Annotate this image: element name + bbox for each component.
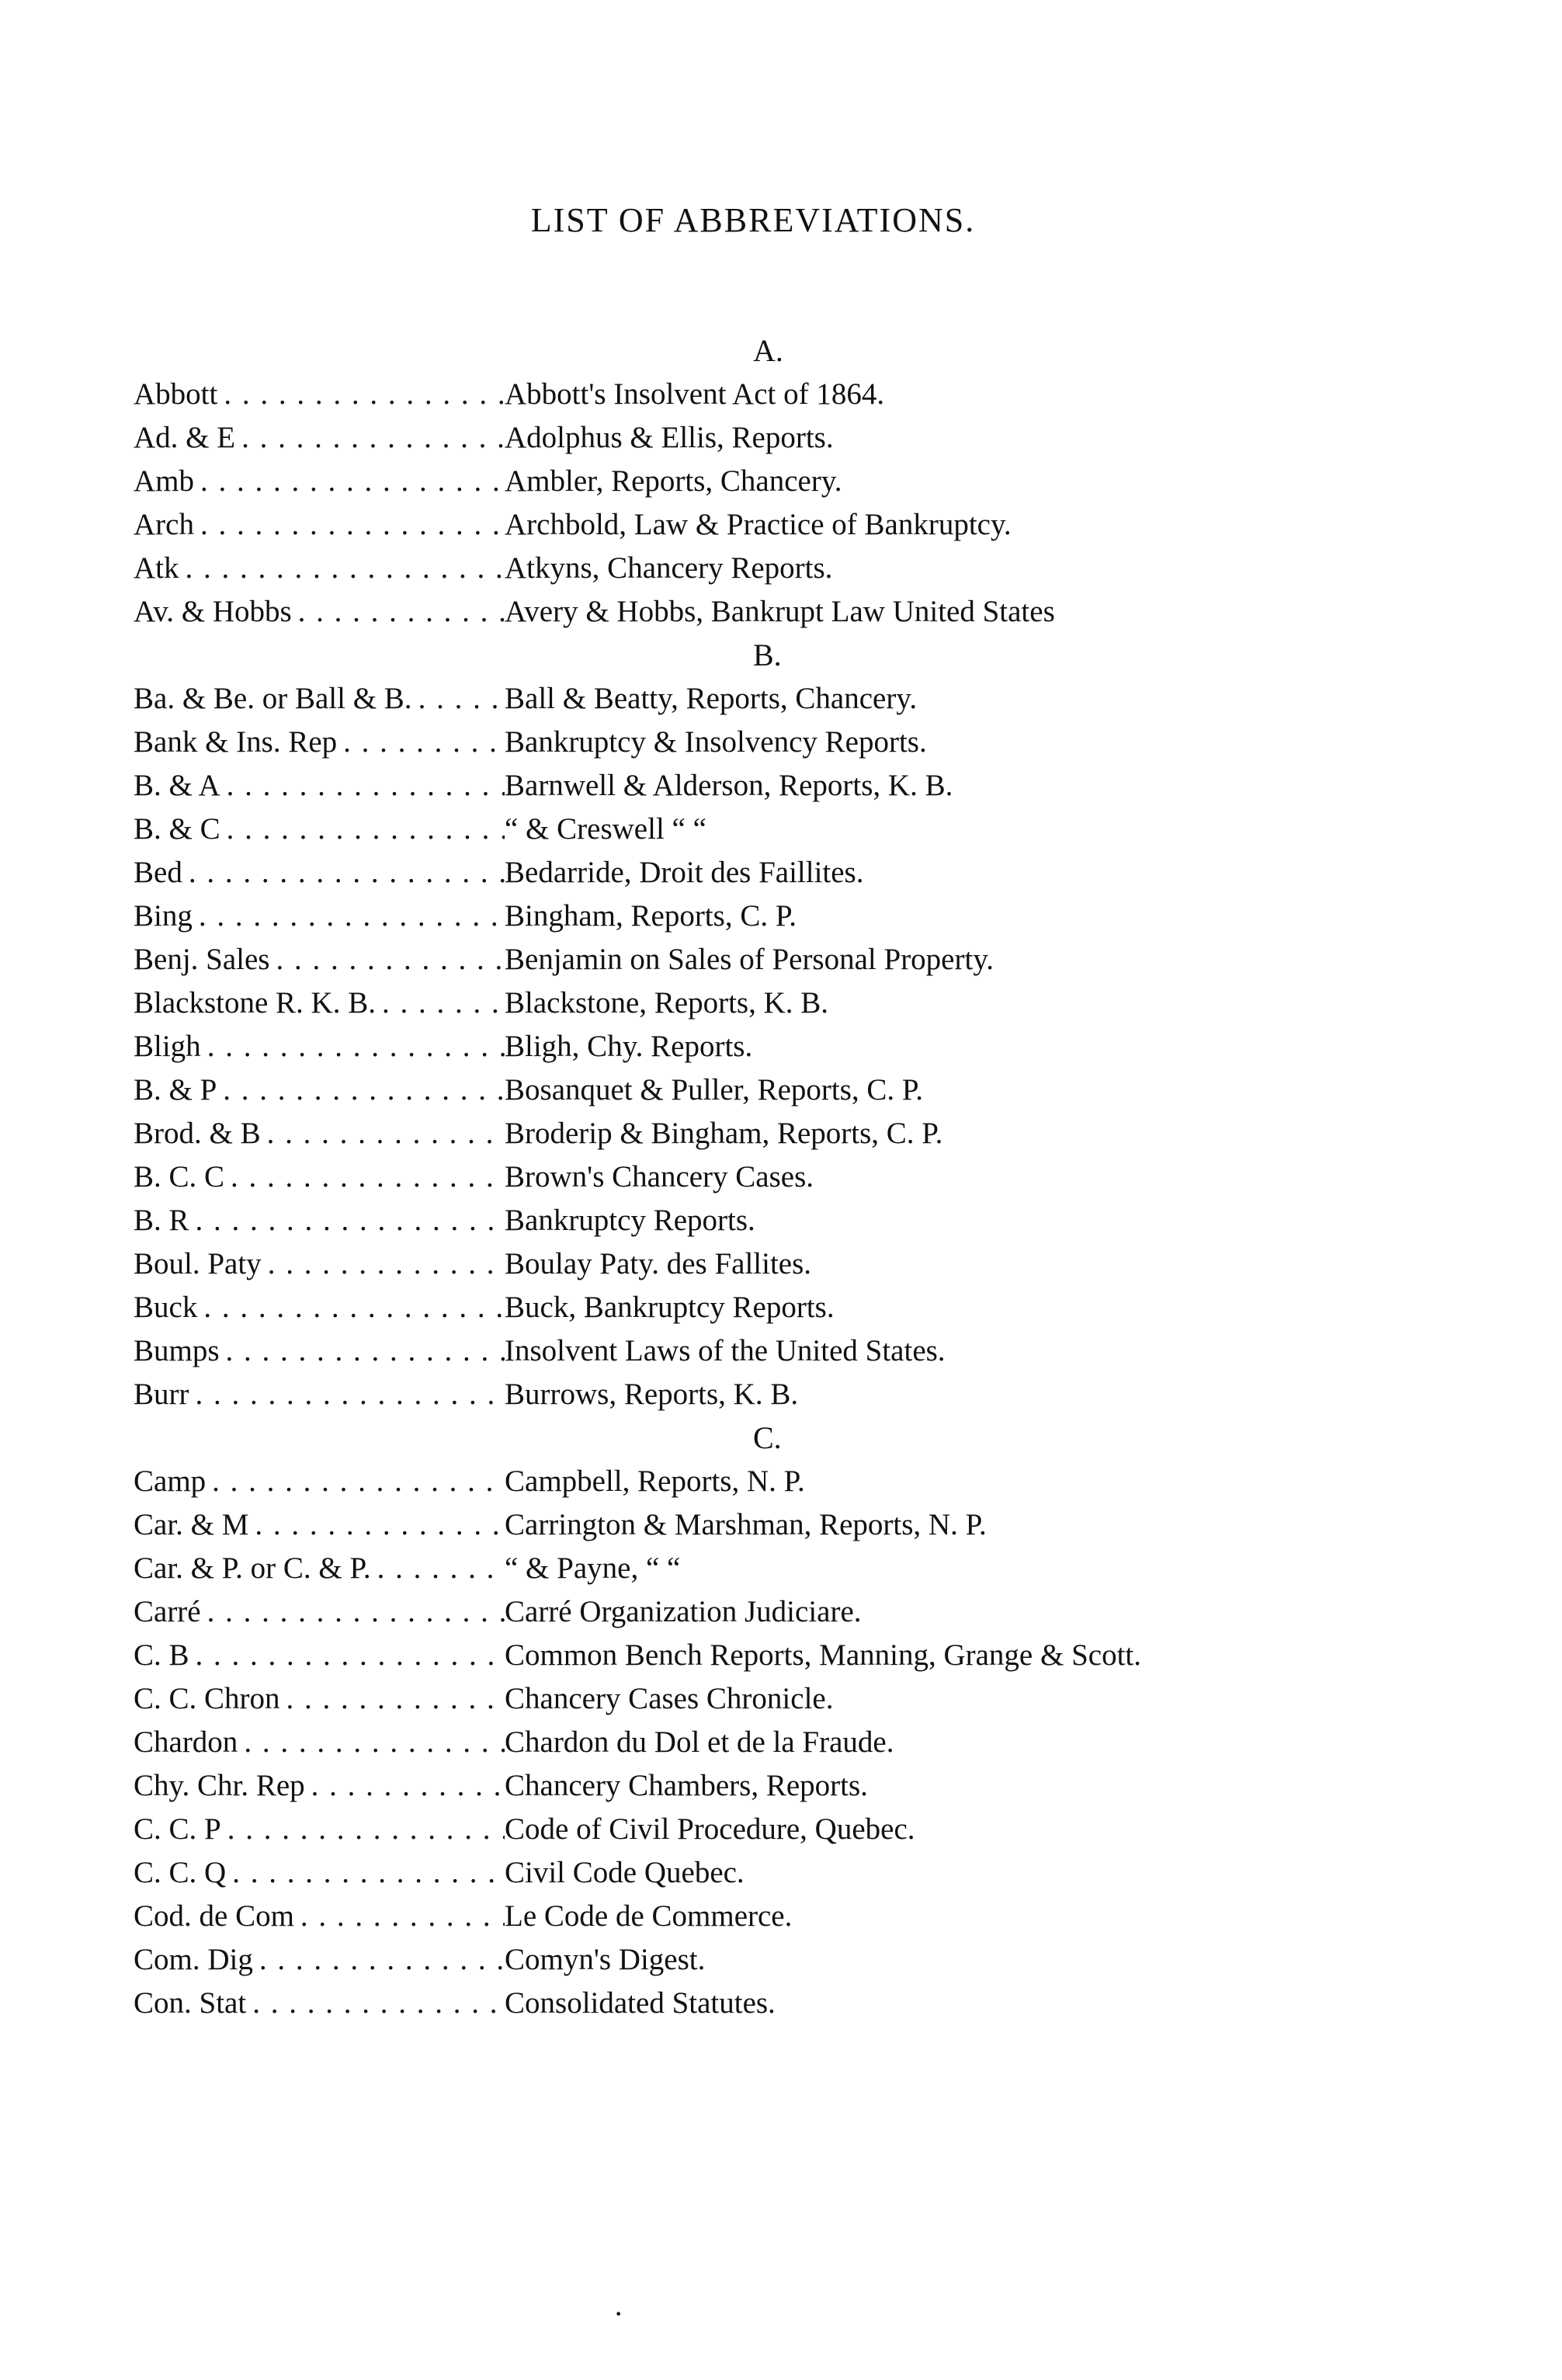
abbreviation-text: C. C. Chron [134,1682,280,1715]
abbreviation-cell [134,1460,505,1503]
abbreviation-entry [134,1503,1275,1547]
abbreviation-entry [134,808,1275,851]
abbreviation-entry [134,982,1275,1025]
abbreviation-expansion: Benjamin on Sales of Personal Property. [505,943,994,976]
abbreviation-expansion: Broderip & Bingham, Reports, C. P. [505,1117,943,1150]
abbreviation-expansion: “ & Creswell “ “ [505,812,706,846]
abbreviation-text: Buck [134,1291,198,1324]
abbreviation-cell [134,1068,505,1112]
dot-leader [194,460,505,503]
abbreviation-text: Arch [134,508,194,541]
abbreviation-expansion: Insolvent Laws of the United States. [505,1334,946,1367]
abbreviation-expansion: Chancery Cases Chronicle. [505,1682,834,1715]
abbreviation-list [134,329,1275,2025]
abbreviation-entry [134,1373,1275,1416]
abbreviation-expansion: Comyn's Digest. [505,1943,706,1976]
abbreviation-text: Carré [134,1595,201,1628]
dot-leader [412,677,505,721]
abbreviation-cell [134,1895,505,1938]
abbreviation-text: Cod. de Com [134,1899,294,1933]
abbreviation-expansion: Avery & Hobbs, Bankrupt Law United States [505,595,1055,628]
abbreviation-entry [134,764,1275,808]
abbreviation-text: C. B [134,1638,189,1672]
dot-leader [206,1460,505,1503]
abbreviation-expansion: Le Code de Commerce. [505,1899,793,1933]
abbreviation-entry [134,1286,1275,1329]
abbreviation-text: Con. Stat [134,1986,247,2020]
abbreviation-expansion: Carrington & Marshman, Reports, N. P. [505,1508,987,1541]
dot-leader [201,1025,505,1068]
abbreviation-expansion: Barnwell & Alderson, Reports, K. B. [505,769,953,802]
abbreviation-cell [134,373,505,416]
dot-leader [224,1155,505,1199]
abbreviation-expansion: Abbott's Insolvent Act of 1864. [505,377,885,411]
abbreviation-text: B. C. C [134,1160,225,1193]
abbreviation-expansion: Consolidated Statutes. [505,1986,776,2020]
abbreviation-entry [134,938,1275,982]
abbreviation-cell [134,1677,505,1721]
abbreviation-cell [134,1590,505,1634]
abbreviation-entry [134,1068,1275,1112]
abbreviation-text: Boul. Paty [134,1247,262,1280]
abbreviation-cell [134,677,505,721]
dot-leader [201,1590,505,1634]
abbreviation-text: Com. Dig [134,1943,253,1976]
dot-leader [235,416,505,460]
dot-leader [220,1329,505,1373]
abbreviation-expansion: Ambler, Reports, Chancery. [505,464,842,498]
abbreviation-entry [134,1547,1275,1590]
abbreviation-expansion: Bosanquet & Puller, Reports, C. P. [505,1073,924,1107]
abbreviation-expansion: Atkyns, Chancery Reports. [505,551,833,585]
abbreviation-cell [134,1764,505,1808]
dot-leader [238,1721,505,1764]
abbreviation-entry [134,1764,1275,1808]
abbreviation-entry [134,1721,1275,1764]
abbreviation-cell [134,590,505,634]
abbreviation-text: Benj. Sales [134,943,270,976]
abbreviation-expansion: Bedarride, Droit des Faillites. [505,856,864,889]
abbreviation-entry [134,373,1275,416]
abbreviation-cell [134,503,505,547]
abbreviation-cell [134,1938,505,1982]
abbreviation-entry [134,416,1275,460]
abbreviation-expansion: Civil Code Quebec. [505,1856,745,1889]
abbreviation-entry [134,895,1275,938]
abbreviation-expansion: Brown's Chancery Cases. [505,1160,814,1193]
abbreviation-cell [134,1329,505,1373]
abbreviation-cell [134,1851,505,1895]
abbreviation-expansion: Code of Civil Procedure, Quebec. [505,1812,915,1846]
abbreviation-text: Abbott [134,377,218,411]
abbreviation-text: Bligh [134,1030,201,1063]
dot-leader [280,1677,505,1721]
abbreviation-cell [134,1634,505,1677]
section-letter-heading: B. [753,638,782,672]
abbreviation-text: Bumps [134,1334,220,1367]
abbreviation-text: Car. & P. or C. & P. [134,1551,371,1585]
abbreviation-cell [134,1808,505,1851]
abbreviation-cell [134,1286,505,1329]
abbreviation-cell [134,1721,505,1764]
dot-leader [337,721,505,764]
abbreviation-entry [134,1112,1275,1155]
dot-leader [221,1808,505,1851]
abbreviation-cell [134,1503,505,1547]
abbreviation-cell [134,1112,505,1155]
page-title: LIST OF ABBREVIATIONS. [530,201,976,239]
abbreviation-entry [134,721,1275,764]
abbreviation-text: Burr [134,1378,189,1411]
abbreviation-entry [134,503,1275,547]
dot-leader [182,851,505,895]
dot-leader [197,1286,505,1329]
abbreviation-expansion: Archbold, Law & Practice of Bankruptcy. [505,508,1012,541]
abbreviation-expansion: Boulay Paty. des Fallites. [505,1247,812,1280]
abbreviation-cell [134,460,505,503]
dot-leader [246,1982,505,2025]
section-letter-heading: A. [753,333,783,368]
abbreviation-text: B. & A [134,769,220,802]
abbreviation-text: Bing [134,899,193,933]
abbreviation-text: B. & C [134,812,220,846]
abbreviation-entry [134,1677,1275,1721]
abbreviation-text: Ad. & E [134,421,236,454]
dot-leader [189,1634,505,1677]
abbreviation-expansion: Burrows, Reports, K. B. [505,1378,799,1411]
abbreviation-cell [134,1155,505,1199]
dot-leader [261,1112,505,1155]
dot-leader [371,1547,505,1590]
abbreviation-cell [134,1199,505,1242]
abbreviation-text: Car. & M [134,1508,249,1541]
abbreviation-expansion: Adolphus & Ellis, Reports. [505,421,834,454]
abbreviation-expansion: Campbell, Reports, N. P. [505,1464,805,1498]
abbreviation-text: Brod. & B [134,1117,261,1150]
abbreviation-expansion: Ball & Beatty, Reports, Chancery. [505,682,918,715]
abbreviation-text: Chy. Chr. Rep [134,1769,305,1802]
abbreviation-text: Chardon [134,1725,238,1759]
dot-leader [292,590,505,634]
dot-leader [253,1938,505,1982]
abbreviation-cell [134,895,505,938]
abbreviation-text: Amb [134,464,194,498]
abbreviation-cell [134,1242,505,1286]
abbreviation-entry [134,1851,1275,1895]
abbreviation-entry [134,1025,1275,1068]
section-letter-heading: C. [753,1420,782,1455]
abbreviation-expansion: “ & Payne, “ “ [505,1551,681,1585]
abbreviation-expansion: Carré Organization Judiciare. [505,1595,862,1628]
abbreviation-cell [134,721,505,764]
abbreviation-cell [134,1373,505,1416]
dot-leader [189,1373,505,1416]
dot-leader [248,1503,505,1547]
abbreviation-expansion: Blackstone, Reports, K. B. [505,986,829,1020]
dot-leader [194,503,505,547]
abbreviation-cell [134,851,505,895]
abbreviation-entry [134,1808,1275,1851]
abbreviation-entry [134,1155,1275,1199]
dot-leader [262,1242,505,1286]
abbreviation-text: Atk [134,551,179,585]
abbreviation-entry [134,1460,1275,1503]
abbreviation-entry [134,1590,1275,1634]
dot-leader [220,764,505,808]
abbreviation-entry [134,460,1275,503]
dot-leader [269,938,505,982]
abbreviation-entry [134,1938,1275,1982]
abbreviation-entry [134,547,1275,590]
abbreviation-cell [134,416,505,460]
abbreviation-expansion: Bankruptcy & Insolvency Reports. [505,725,927,759]
abbreviation-cell [134,764,505,808]
abbreviation-text: C. C. Q [134,1856,227,1889]
abbreviation-cell [134,1982,505,2025]
abbreviation-text: C. C. P [134,1812,221,1846]
abbreviation-cell [134,1025,505,1068]
abbreviation-entry [134,1199,1275,1242]
abbreviation-expansion: Chancery Chambers, Reports. [505,1769,868,1802]
footer-mark: · [613,2296,624,2331]
abbreviation-entry [134,1242,1275,1286]
abbreviation-cell [134,982,505,1025]
abbreviation-expansion: Bligh, Chy. Reports. [505,1030,753,1063]
abbreviation-cell [134,1547,505,1590]
dot-leader [217,1068,505,1112]
abbreviation-text: Ba. & Be. or Ball & B. [134,682,412,715]
abbreviation-text: Av. & Hobbs [134,595,292,628]
abbreviation-cell [134,547,505,590]
abbreviation-text: B. & P [134,1073,217,1107]
abbreviation-entry [134,1895,1275,1938]
dot-leader [305,1764,505,1808]
abbreviation-entry [134,851,1275,895]
abbreviation-expansion: Bankruptcy Reports. [505,1204,755,1237]
dot-leader [179,547,505,590]
dot-leader [189,1199,505,1242]
abbreviation-entry [134,590,1275,634]
dot-leader [217,373,505,416]
abbreviation-text: Bank & Ins. Rep [134,725,338,759]
dot-leader [294,1895,505,1938]
abbreviation-expansion: Bingham, Reports, C. P. [505,899,797,933]
abbreviation-entry [134,1634,1275,1677]
abbreviation-entry [134,1329,1275,1373]
abbreviation-text: B. R [134,1204,189,1237]
abbreviation-cell [134,808,505,851]
abbreviation-entry [134,1982,1275,2025]
dot-leader [226,1851,505,1895]
abbreviation-text: Bed [134,856,182,889]
dot-leader [376,982,505,1025]
abbreviation-entry [134,677,1275,721]
abbreviation-expansion: Buck, Bankruptcy Reports. [505,1291,835,1324]
abbreviation-expansion: Common Bench Reports, Manning, Grange & Scott. [505,1638,1141,1672]
abbreviation-expansion: Chardon du Dol et de la Fraude. [505,1725,894,1759]
dot-leader [220,808,505,851]
dot-leader [193,895,505,938]
abbreviation-text: Blackstone R. K. B. [134,986,376,1020]
abbreviation-text: Camp [134,1464,207,1498]
abbreviation-cell [134,938,505,982]
